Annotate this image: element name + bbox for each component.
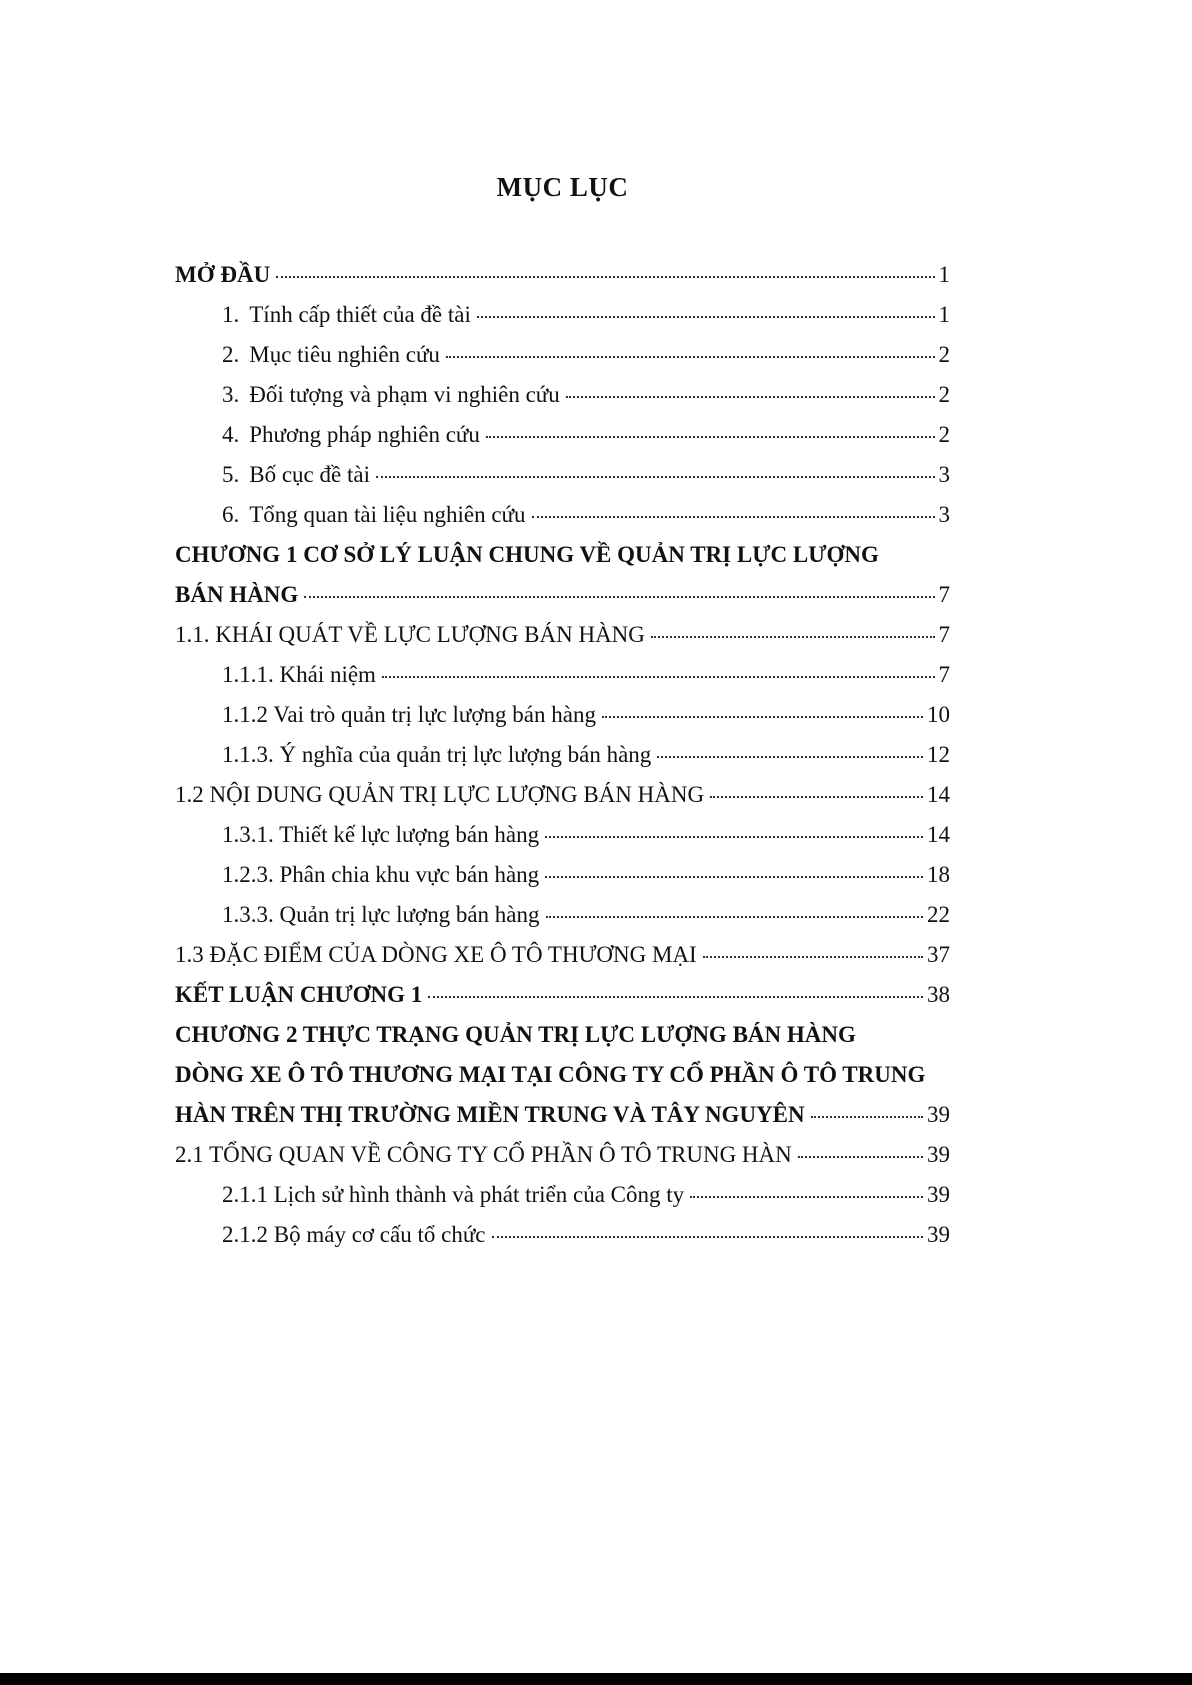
toc-page-number: 39	[927, 1142, 950, 1167]
toc-page-number: 7	[938, 662, 950, 687]
toc-page-number: 39	[927, 1102, 950, 1127]
page-bottom-border	[0, 1673, 1192, 1685]
toc-page-number: 12	[927, 742, 950, 767]
toc-entry-text: Tổng quan tài liệu nghiên cứu	[249, 502, 526, 527]
toc-entry-number: 1.	[222, 302, 240, 327]
toc-entry-ket-luan-1[interactable]	[0, 980, 1192, 1022]
toc-entry-1-3[interactable]	[0, 940, 1192, 982]
dot-leader	[477, 315, 935, 318]
toc-entry-1-1-1[interactable]	[0, 660, 1192, 702]
toc-page-number: 14	[927, 782, 950, 807]
dot-leader	[710, 795, 923, 798]
toc-entry-text: BÁN HÀNG	[175, 582, 299, 607]
dot-leader	[276, 275, 934, 278]
dot-leader	[690, 1195, 923, 1198]
toc-page-number: 3	[938, 502, 950, 527]
toc-page-number: 38	[927, 982, 950, 1007]
dot-leader	[602, 715, 923, 718]
toc-page-number: 39	[927, 1182, 950, 1207]
toc-entry-intro-3[interactable]	[0, 380, 1192, 422]
toc-page-number: 3	[938, 462, 950, 487]
toc-entry-1-2[interactable]	[0, 780, 1192, 822]
toc-page-number: 37	[927, 942, 950, 967]
toc-chapter-1-line-1[interactable]: CHƯƠNG 1 CƠ SỞ LÝ LUẬN CHUNG VỀ QUẢN TRỊ LỰC LƯỢNG	[175, 542, 879, 567]
toc-entry-text: HÀN TRÊN THỊ TRƯỜNG MIỀN TRUNG VÀ TÂY NGUYÊN	[175, 1102, 805, 1127]
toc-entry-text: MỞ ĐẦU	[175, 262, 271, 287]
dot-leader	[566, 395, 935, 398]
toc-entry-number: 2.	[222, 342, 240, 367]
dot-leader	[546, 915, 923, 918]
toc-page-number: 7	[938, 622, 950, 647]
toc-entry-text: 1.2 NỘI DUNG QUẢN TRỊ LỰC LƯỢNG BÁN HÀNG	[175, 782, 705, 807]
toc-entry-intro-5[interactable]	[0, 460, 1192, 502]
toc-entry-text: 1.3 ĐẶC ĐIỂM CỦA DÒNG XE Ô TÔ THƯƠNG MẠI	[175, 942, 697, 967]
toc-entry-intro-2[interactable]	[0, 340, 1192, 382]
toc-entry-text: 1.3.3. Quản trị lực lượng bán hàng	[222, 902, 540, 927]
toc-page-number: 10	[927, 702, 950, 727]
toc-chapter-2-line-2[interactable]: DÒNG XE Ô TÔ THƯƠNG MẠI TẠI CÔNG TY CỔ PHẦN Ô TÔ TRUNG	[175, 1062, 926, 1087]
dot-leader	[703, 955, 923, 958]
toc-page-number: 39	[927, 1222, 950, 1247]
dot-leader	[486, 435, 935, 438]
toc-entry-text: 2.1.2 Bộ máy cơ cấu tổ chức	[222, 1222, 486, 1247]
dot-leader	[798, 1155, 923, 1158]
toc-page-number: 1	[938, 262, 950, 287]
toc-entry-text: 1.2.3. Phân chia khu vực bán hàng	[222, 862, 540, 887]
toc-entry-intro-1[interactable]	[0, 300, 1192, 342]
toc-entry-chapter-2[interactable]	[0, 1100, 1192, 1142]
page-title: MỤC LỤC	[496, 172, 629, 202]
toc-entry-intro-6[interactable]	[0, 500, 1192, 542]
toc-entry-text: 2.1 TỔNG QUAN VỀ CÔNG TY CỔ PHẦN Ô TÔ TRUNG HÀN	[175, 1142, 792, 1167]
toc-entry-text: 2.1.1 Lịch sử hình thành và phát triển của Công ty	[222, 1182, 685, 1207]
dot-leader	[492, 1235, 923, 1238]
toc-entry-text: Phương pháp nghiên cứu	[249, 422, 480, 447]
toc-entry-2-1[interactable]	[0, 1140, 1192, 1182]
dot-leader	[382, 675, 935, 678]
toc-entry-2-1-1[interactable]	[0, 1180, 1192, 1222]
toc-entry-text: 1.1.2 Vai trò quản trị lực lượng bán hàng	[222, 702, 596, 727]
dot-leader	[304, 595, 934, 598]
toc-entry-text: 1.1. KHÁI QUÁT VỀ LỰC LƯỢNG BÁN HÀNG	[175, 622, 645, 647]
toc-entry-text: Tính cấp thiết của đề tài	[249, 302, 471, 327]
dot-leader	[376, 475, 935, 478]
toc-page-number: 2	[938, 342, 950, 367]
toc-page-number: 2	[938, 382, 950, 407]
dot-leader	[651, 635, 935, 638]
toc-entry-1-3-3[interactable]	[0, 900, 1192, 942]
toc-chapter-2-line-1[interactable]: CHƯƠNG 2 THỰC TRẠNG QUẢN TRỊ LỰC LƯỢNG BÁN HÀNG	[175, 1022, 856, 1047]
toc-entry-number: 4.	[222, 422, 240, 447]
dot-leader	[657, 755, 923, 758]
toc-page-number: 7	[938, 582, 950, 607]
toc-entry-text: 1.3.1. Thiết kế lực lượng bán hàng	[222, 822, 540, 847]
dot-leader	[545, 835, 923, 838]
toc-entry-1-3-1[interactable]	[0, 820, 1192, 862]
toc-entry-number: 3.	[222, 382, 240, 407]
toc-entry-text: KẾT LUẬN CHƯƠNG 1	[175, 982, 423, 1007]
toc-entry-mo-dau[interactable]	[0, 260, 1192, 302]
toc-entry-1-1-2[interactable]	[0, 700, 1192, 742]
toc-page-number: 2	[938, 422, 950, 447]
toc-page-number: 22	[927, 902, 950, 927]
toc-entry-2-1-2[interactable]	[0, 1220, 1192, 1262]
toc-page-number: 1	[938, 302, 950, 327]
toc-entry-chapter-1[interactable]	[0, 580, 1192, 622]
dot-leader	[811, 1115, 923, 1118]
toc-page-number: 14	[927, 822, 950, 847]
toc-entry-1-2-3[interactable]	[0, 860, 1192, 902]
dot-leader	[545, 875, 923, 878]
toc-entry-number: 6.	[222, 502, 240, 527]
toc-entry-text: Bố cục đề tài	[249, 462, 370, 487]
toc-page-number: 18	[927, 862, 950, 887]
dot-leader	[428, 995, 923, 998]
toc-entry-text: Đối tượng và phạm vi nghiên cứu	[249, 382, 560, 407]
dot-leader	[446, 355, 935, 358]
toc-entry-number: 5.	[222, 462, 240, 487]
toc-entry-intro-4[interactable]	[0, 420, 1192, 462]
toc-entry-text: 1.1.3. Ý nghĩa của quản trị lực lượng bán hàng	[222, 742, 652, 767]
toc-entry-1-1-3[interactable]	[0, 740, 1192, 782]
toc-entry-1-1[interactable]	[0, 620, 1192, 662]
toc-entry-text: Mục tiêu nghiên cứu	[249, 342, 440, 367]
dot-leader	[532, 515, 935, 518]
toc-entry-text: 1.1.1. Khái niệm	[222, 662, 376, 687]
